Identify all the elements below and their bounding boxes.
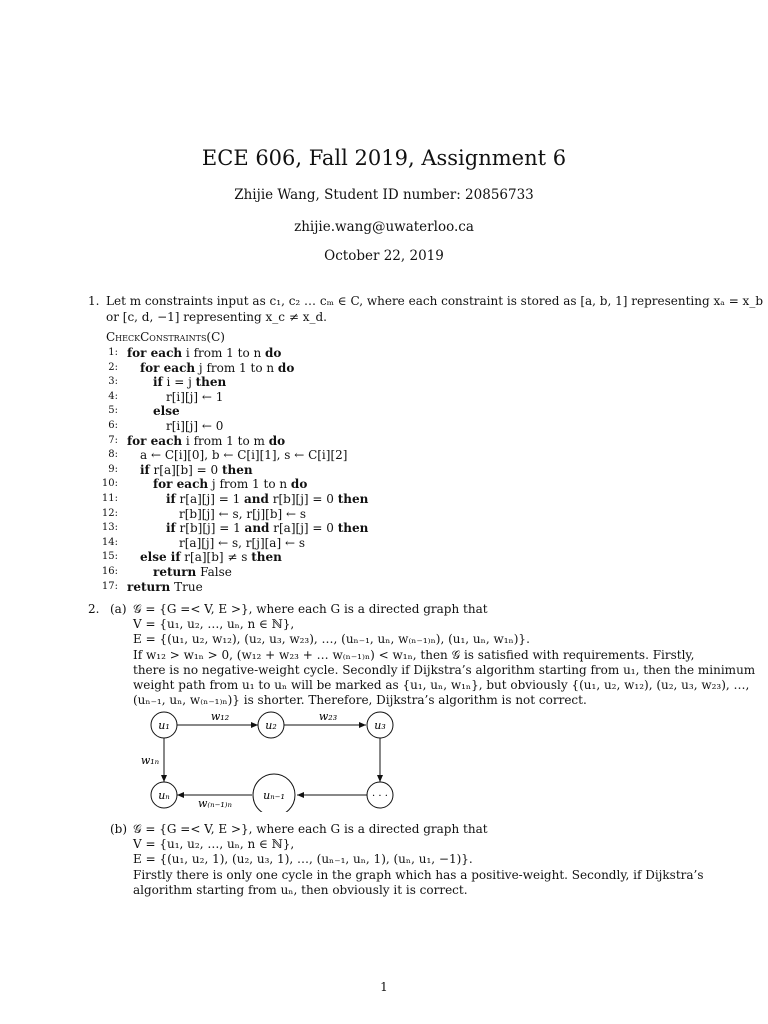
document-title: ECE 606, Fall 2019, Assignment 6: [201, 146, 567, 170]
q2a-label: (a): [110, 602, 127, 616]
date: October 22, 2019: [324, 248, 444, 264]
author-line: Zhijie Wang, Student ID number: 20856733: [234, 187, 534, 203]
email: zhijie.wang@uwaterloo.ca: [294, 219, 474, 235]
q2b-line4: Firstly there is only one cycle in the graph which has a positive-weight. Secondly, if Dijkstra’s: [133, 868, 704, 882]
algorithm-line-number: 10:: [101, 478, 118, 490]
q2a-line7: (uₙ₋₁, uₙ, w₍ₙ₋₁₎ₙ)} is shorter. Therefore, Dijkstra’s algorithm is not correct.: [133, 693, 587, 707]
q2a-line5: there is no negative-weight cycle. Secondly if Dijkstra’s algorithm starting from u₁, then the minimum: [133, 663, 756, 677]
node-u1-label: u₁: [158, 719, 170, 732]
algorithm-name: CheckConstraints(C): [106, 330, 225, 344]
page-number: 1: [380, 980, 388, 994]
q2b-line2: V = {u₁, u₂, …, uₙ, n ∈ ℕ},: [133, 837, 295, 851]
algorithm-line: for each j from 1 to n do: [153, 477, 308, 492]
graph-diagram: [130, 708, 410, 812]
algorithm-line: r[b][j] ← s, r[j][b] ← s: [179, 506, 307, 521]
q2-number: 2.: [88, 602, 100, 616]
algorithm-line-number: 7:: [108, 434, 118, 446]
q2b-label: (b): [110, 822, 128, 836]
q2a-line2: V = {u₁, u₂, …, uₙ, n ∈ ℕ},: [133, 617, 295, 631]
q2b-line3: E = {(u₁, u₂, 1), (u₂, u₃, 1), …, (uₙ₋₁, uₙ, 1), (uₙ, u₁, −1)}.: [133, 852, 473, 866]
algorithm-line-number: 16:: [101, 566, 118, 577]
algorithm-line: else if r[a][b] ≠ s then: [140, 550, 282, 565]
algorithm-line-number: 9:: [108, 463, 118, 475]
algorithm-line: if r[b][j] = 1 and r[a][j] = 0 then: [166, 521, 369, 536]
node-dots-label: · · ·: [372, 791, 388, 802]
algorithm-line-number: 2:: [108, 361, 118, 373]
q2b-line1: 𝒢 = {G =< V, E >}, where each G is a directed graph that: [133, 822, 488, 836]
algorithm-line-number: 11:: [101, 493, 118, 504]
algorithm-line-number: 15:: [101, 551, 118, 563]
algorithm-line-number: 5:: [108, 405, 118, 417]
algorithm-line: for each j from 1 to n do: [140, 360, 295, 375]
algorithm-line: if r[a][b] = 0 then: [140, 462, 253, 477]
algorithm-line-number: 6:: [108, 420, 118, 431]
algorithm-line-number: 3:: [108, 376, 118, 388]
algorithm-line: if r[a][j] = 1 and r[b][j] = 0 then: [166, 492, 369, 506]
edge-label-w23: w₂₃: [318, 710, 338, 723]
node-un-label: uₙ: [158, 789, 170, 802]
algorithm-line: r[i][j] ← 0: [166, 419, 224, 433]
q2b-line5: algorithm starting from uₙ, then obviously it is correct.: [133, 883, 468, 897]
q1-intro-line1: Let m constraints input as c₁, c₂ … cₘ ∈ C, where each constraint is stored as [a, b, 1] representing xₐ = x_b: [106, 294, 764, 308]
q2a-line4: If w₁₂ > w₁ₙ > 0, (w₁₂ + w₂₃ + … w₍ₙ₋₁₎ₙ) < w₁ₙ, then 𝒢 is satisfied with requirements. Firstly,: [133, 648, 695, 662]
algorithm-line-number: 14:: [101, 536, 118, 548]
algorithm-line: return False: [153, 565, 232, 579]
algorithm-line: else: [153, 404, 180, 419]
q1-number: 1.: [88, 294, 100, 308]
algorithm-line-number: 4:: [108, 390, 118, 402]
algorithm-line-number: 17:: [101, 580, 118, 592]
algorithm-line: if i = j then: [153, 375, 227, 390]
algorithm-line: r[a][j] ← s, r[j][a] ← s: [179, 535, 305, 550]
algorithm-line: for each i from 1 to n do: [127, 346, 282, 360]
algorithm-line: r[i][j] ← 1: [166, 389, 224, 404]
algorithm-line: return True: [127, 579, 203, 594]
algorithm-line: a ← C[i][0], b ← C[i][1], s ← C[i][2]: [140, 448, 348, 463]
node-u2-label: u₂: [265, 719, 277, 732]
algorithm-line-number: 13:: [101, 522, 118, 534]
q2a-line3: E = {(u₁, u₂, w₁₂), (u₂, u₃, w₂₃), …, (uₙ₋₁, uₙ, w₍ₙ₋₁₎ₙ), (u₁, uₙ, w₁ₙ)}.: [133, 632, 530, 646]
algorithm-line: for each i from 1 to m do: [127, 433, 286, 448]
q2a-line6: weight path from u₁ to uₙ will be marked as {u₁, uₙ, w₁ₙ}, but obviously {(u₁, u₂, w₁₂), (u₂, u₃, w₂₃), …,: [133, 678, 750, 692]
edge-label-w12: w₁₂: [210, 710, 230, 723]
q1-intro-line2: or [c, d, −1] representing x_c ≠ x_d.: [106, 310, 327, 324]
q2a-line1: 𝒢 = {G =< V, E >}, where each G is a directed graph that: [133, 602, 488, 616]
edge-label-wn1n: w₍ₙ₋₁₎ₙ: [198, 797, 232, 810]
node-un1-label: uₙ₋₁: [263, 789, 285, 802]
algorithm-line-number: 12:: [101, 507, 118, 519]
edge-label-w1n: w₁ₙ: [140, 754, 160, 767]
algorithm-line-number: 8:: [108, 449, 118, 461]
node-u3-label: u₃: [374, 719, 386, 732]
algorithm-line-number: 1:: [108, 347, 118, 358]
